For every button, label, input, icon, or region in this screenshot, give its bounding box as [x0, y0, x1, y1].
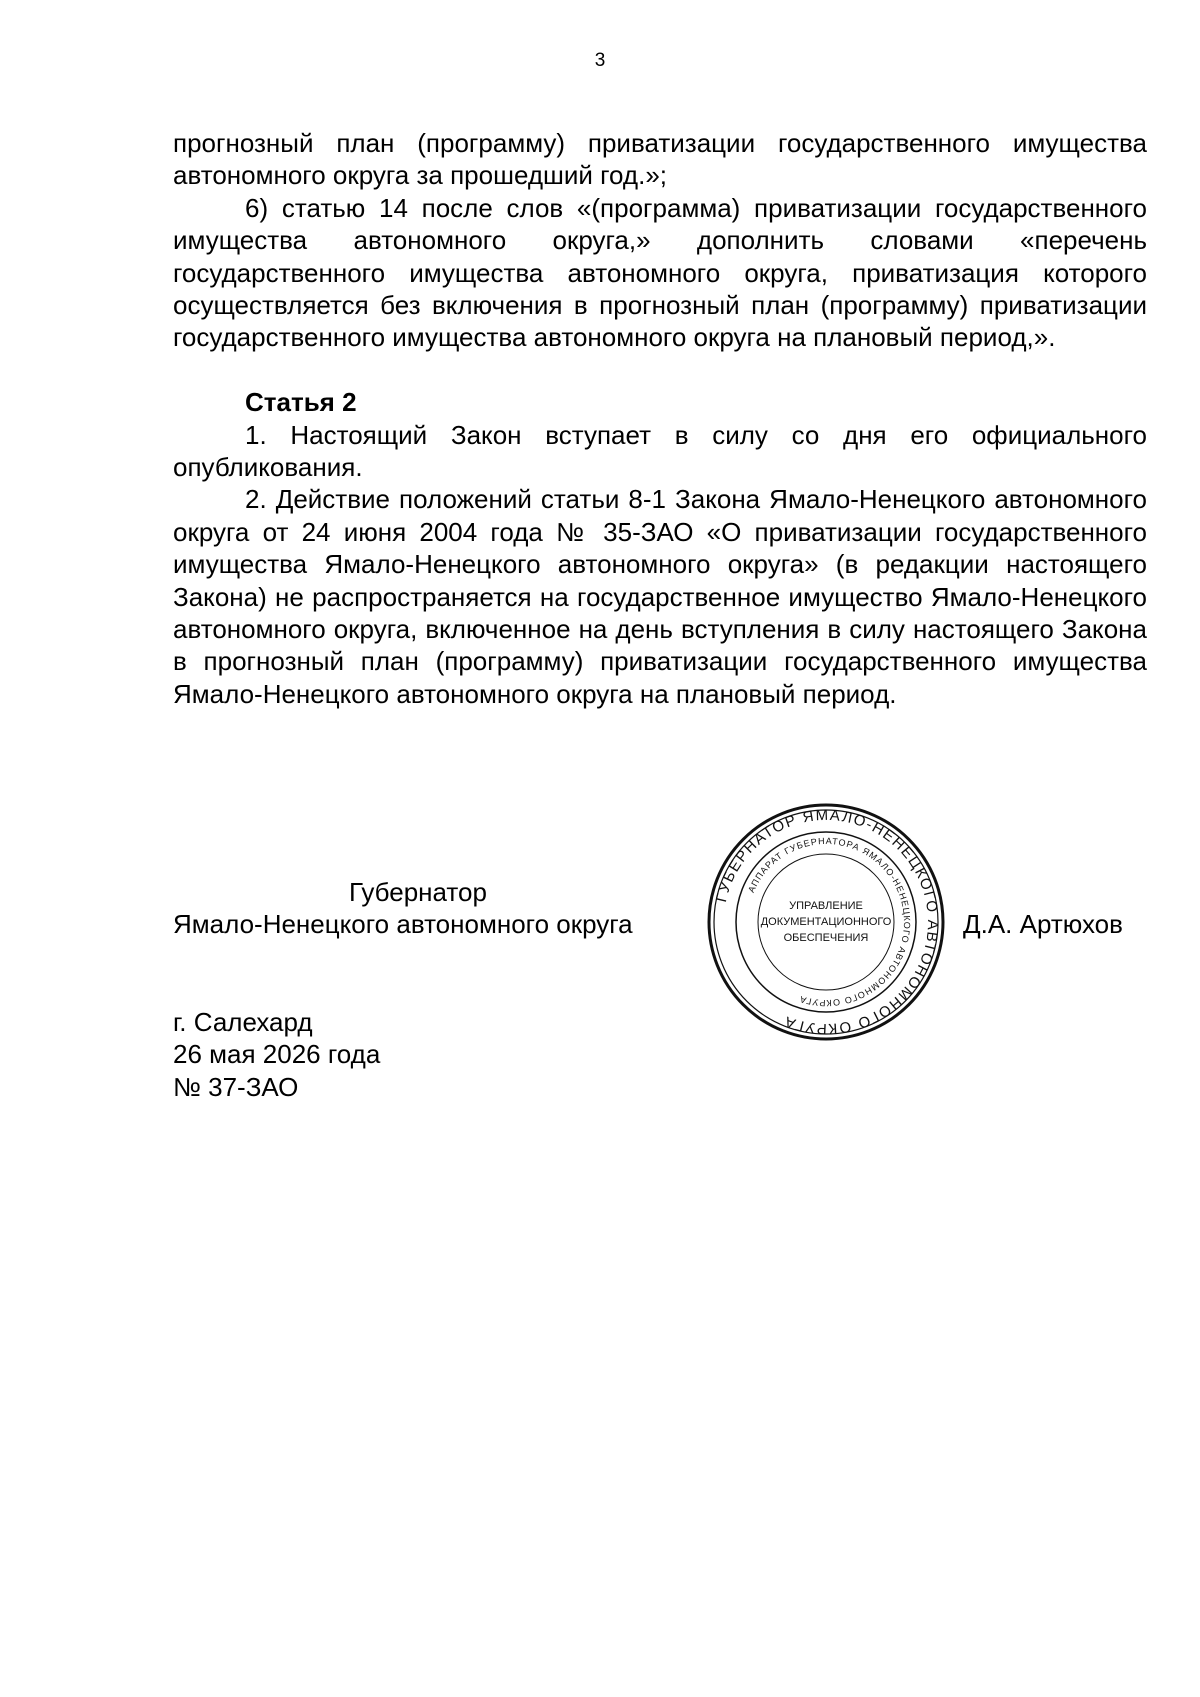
stamp-center-line-2: ДОКУМЕНТАЦИОННОГО [760, 916, 892, 928]
stamp-outer-ring-text: ГУБЕРНАТОР ЯМАЛО-НЕНЕЦКОГО АВТОНОМНОГО ОКРУГА [713, 806, 942, 1038]
document-number: № 37-ЗАО [173, 1071, 299, 1102]
paragraph-article2-item1: 1. Настоящий Закон вступает в силу со дня его официального опубликования. [173, 419, 1147, 483]
place-date-number-block [173, 1006, 380, 1103]
stamp-inner-ring-text: АППАРАТ ГУБЕРНАТОРА ЯМАЛО-НЕНЕЦКОГО АВТОНОМНОГО ОКРУГА [746, 835, 913, 1009]
stamp-center-line-3: ОБЕСПЕЧЕНИЯ [783, 932, 869, 944]
official-seal-stamp [704, 800, 948, 1044]
paragraph-item-6: 6) статью 14 после слов «(программа) приватизации государственного имущества автономного округа,» дополнить словами «перечень государственного имущества автономного округа, приватизация которого осуществляется без включения в прогнозный план (программу) приватизации государственного имущества автономного округа на плановый период,». [173, 192, 1147, 353]
signatory-organization: Ямало-Ненецкого автономного округа [173, 909, 633, 940]
article-heading: Статья 2 [245, 387, 357, 418]
paragraph-continuation: прогнозный план (программу) приватизации государственного имущества автономного округа за прошедший год.»; [173, 128, 1147, 191]
signature-block [173, 876, 633, 941]
document-date: 26 мая 2026 года [173, 1039, 381, 1070]
paragraph-article2-item2: 2. Действие положений статьи 8-1 Закона Ямало-Ненецкого автономного округа от 24 июня 2004 года № 35-ЗАО «О приватизации государственного имущества Ямало-Ненецкого автономного округа» (в редакции настоящего Закона) не распространяется на государственное имущество Ямало-Ненецкого автономного округа, включенное на день вступления в силу настоящего Закона в прогнозный план (программу) приватизации государственного имущества Ямало-Ненецкого автономного округа на плановый период. [173, 484, 1147, 709]
page-number: 3 [594, 50, 606, 71]
stamp-center-line-1: УПРАВЛЕНИЕ [789, 900, 863, 912]
document-body [173, 127, 1147, 710]
signatory-name: Д.А. Артюхов [963, 909, 1123, 939]
signatory-title: Губернатор [349, 877, 487, 907]
place-city: г. Салехард [173, 1007, 313, 1037]
